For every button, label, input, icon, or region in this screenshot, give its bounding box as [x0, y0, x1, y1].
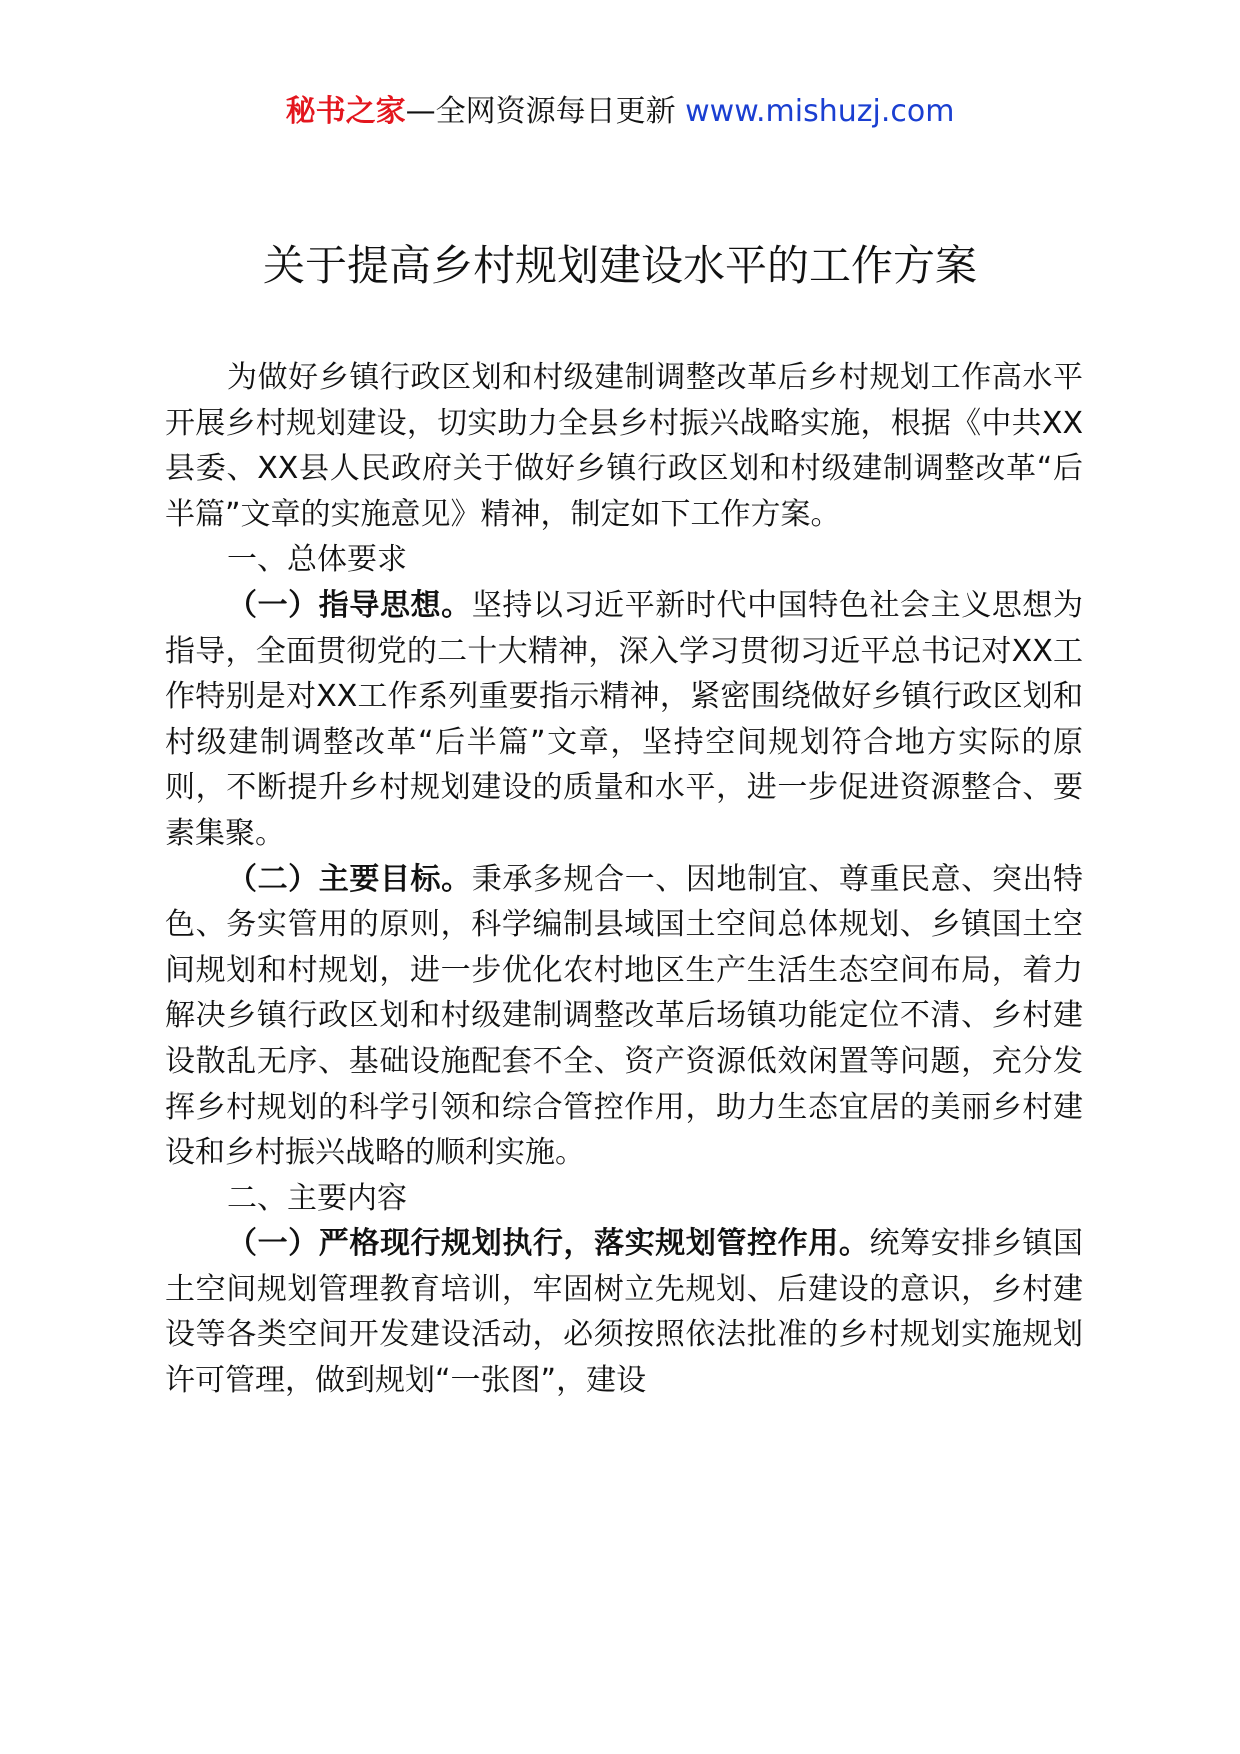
- site-url-link[interactable]: www.mishuzj.com: [685, 94, 955, 129]
- brand-name: 秘书之家: [285, 94, 406, 129]
- intro-paragraph: 为做好乡镇行政区划和村级建制调整改革后乡村规划工作高水平开展乡村规划建设，切实助力全县乡村振兴战略实施，根据《中共XX县委、XX县人民政府关于做好乡镇行政区划和村级建制调整改革“后半篇”文章的实施意见》精神，制定如下工作方案。: [165, 360, 1083, 532]
- paragraph-text: 统筹安排乡镇国土空间规划管理教育培训，牢固树立先规划、后建设的意识，乡村建设等各类空间开发建设活动，必须按照依法批准的乡村规划实施规划许可管理，做到规划“一张图”，建设: [165, 1226, 1084, 1399]
- paragraph-lead: （一）严格现行规划执行，落实规划管控作用。: [227, 1226, 870, 1262]
- paragraph-guiding-thought: [165, 583, 1083, 857]
- paragraph-text: 秉承多规合一、因地制宜、尊重民意、突出特色、务实管用的原则，科学编制县域国土空间总体规划、乡镇国土空间规划和村规划，进一步优化农村地区生产生活生态空间布局，着力解决乡镇行政区划和村级建制调整改革后场镇功能定位不清、乡村建设散乱无序、基础设施配套不全、资产资源低效闲置等问题，充分发挥乡村规划的科学引领和综合管控作用，助力生态宜居的美丽乡村建设和乡村振兴战略的顺利实施。: [165, 861, 1084, 1171]
- section-heading-1: 一、总体要求: [227, 542, 407, 578]
- paragraph-lead: （一）指导思想。: [227, 587, 472, 623]
- document-body: [165, 355, 1083, 1404]
- paragraph-text: 坚持以习近平新时代中国特色社会主义思想为指导，全面贯彻党的二十大精神，深入学习贯彻习近平总书记对XX工作特别是对XX工作系列重要指示精神，紧密围绕做好乡镇行政区划和村级建制调整改革“后半篇”文章，坚持空间规划符合地方实际的原则，不断提升乡村规划建设的质量和水平，进一步促进资源整合、要素集聚。: [165, 587, 1084, 851]
- section-heading-2: 二、主要内容: [227, 1180, 407, 1216]
- paragraph-main-goals: [165, 857, 1083, 1176]
- site-banner: [0, 92, 1240, 132]
- banner-slogan: —全网资源每日更新: [405, 94, 686, 129]
- document-title: 关于提高乡村规划建设水平的工作方案: [262, 241, 977, 290]
- paragraph-planning-control: [165, 1221, 1083, 1403]
- paragraph-lead: （二）主要目标。: [227, 861, 472, 897]
